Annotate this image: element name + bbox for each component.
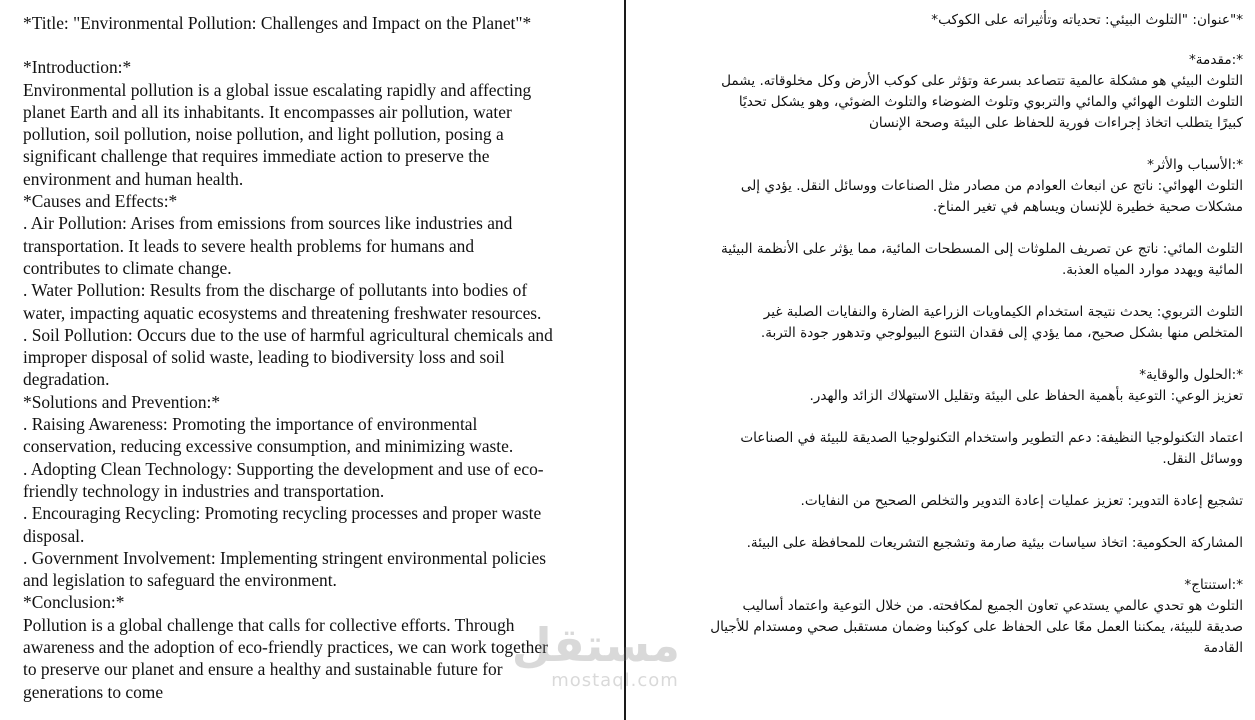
english-causes-list (23, 212, 616, 390)
text-line: المائية ويهدد موارد المياه العذبة. (1061, 262, 1243, 278)
english-intro-paragraph (23, 79, 616, 190)
text-line: generations to come (23, 681, 164, 702)
arabic-water-pollution (638, 239, 1243, 281)
text-line: التلوث المائي: ناتج عن تصريف الملوثات إلى المسطحات المائية، مما يؤثر على الأنظمة البيئية (720, 241, 1243, 257)
column-divider (624, 0, 626, 720)
text-line: . Soil Pollution: Occurs due to the use of harmful agricultural chemicals and (23, 324, 553, 345)
text-line: . Raising Awareness: Promoting the importance of environmental (23, 414, 478, 435)
english-conclusion-heading: *Conclusion:* (23, 592, 125, 613)
text-line: القادمة (1203, 640, 1243, 656)
arabic-clean-tech (638, 428, 1243, 470)
text-line: transportation. It leads to severe health problems for humans and (23, 235, 475, 256)
text-line: . Air Pollution: Arises from emissions from sources like industries and (23, 213, 513, 234)
text-line: التلوث الهوائي: ناتج عن انبعاث العوادم من مصادر مثل الصناعات ووسائل النقل. يؤدي إلى (740, 178, 1243, 194)
text-line: pollution, soil pollution, noise pollution, and light pollution, posing a (23, 124, 504, 145)
text-line: Environmental pollution is a global issue escalating rapidly and affecting (23, 79, 532, 100)
text-line: التلوث البيئي هو مشكلة عالمية تتصاعد بسرعة وتؤثر على كوكب الأرض وكل مخلوقاته. يشمل (721, 73, 1243, 89)
arabic-conclusion-paragraph (638, 596, 1243, 659)
arabic-recycling: تشجيع إعادة التدوير: تعزيز عمليات إعادة التدوير والتخلص الصحيح من النفايات. (800, 493, 1243, 509)
arabic-air-pollution (638, 176, 1243, 218)
arabic-causes-heading: *:الأسباب والأثر* (1147, 157, 1243, 173)
text-line: environment and human health. (23, 168, 244, 189)
english-title: *Title: "Environmental Pollution: Challenges and Impact on the Planet"* (23, 13, 532, 33)
arabic-column (628, 0, 1255, 720)
english-intro-heading: *Introduction:* (23, 57, 132, 78)
text-line: اعتماد التكنولوجيا النظيفة: دعم التطوير واستخدام التكنولوجيا الصديقة للبيئة في الصناعات (740, 430, 1243, 446)
text-line: صديقة للبيئة، يمكننا العمل معًا على الحفاظ على كوكبنا وضمان مستقبل صحي ومستدام للأجيال (710, 619, 1243, 635)
text-line: friendly technology in industries and transportation. (23, 480, 385, 501)
watermark-logo: مستقل (511, 618, 680, 672)
text-line: التلوث هو تحدي عالمي يستدعي تعاون الجميع لمكافحته. من خلال التوعية واعتماد أساليب (742, 598, 1243, 614)
text-line: التلوث التلوث الهوائي والمائي والتربوي وتلوث الضوضاء والتلوث الضوئي، وهو يشكل تحديًا (738, 94, 1243, 110)
text-line: improper disposal of solid waste, leading to biodiversity loss and soil (23, 347, 505, 368)
text-line: disposal. (23, 525, 85, 546)
text-line: and legislation to safeguard the environment. (23, 570, 337, 591)
english-column (0, 0, 624, 720)
text-line: . Water Pollution: Results from the discharge of pollutants into bodies of (23, 280, 528, 301)
english-causes-heading: *Causes and Effects:* (23, 191, 178, 212)
watermark-text: mostaql.com (551, 670, 679, 691)
arabic-soil-pollution (638, 302, 1243, 344)
arabic-solutions-heading: *:الحلول والوقاية* (1139, 367, 1243, 383)
text-line: degradation. (23, 369, 110, 390)
text-line: . Encouraging Recycling: Promoting recycling processes and proper waste (23, 503, 542, 524)
text-line: conservation, reducing excessive consumption, and minimizing waste. (23, 436, 514, 457)
arabic-intro-paragraph (638, 71, 1243, 134)
text-line: significant challenge that requires immediate action to preserve the (23, 146, 490, 167)
text-line: planet Earth and all its inhabitants. It encompasses air pollution, water (23, 101, 512, 122)
arabic-conclusion-heading: *:استنتاج* (1184, 577, 1243, 593)
arabic-awareness: تعزيز الوعي: التوعية بأهمية الحفاظ على البيئة وتقليل الاستهلاك الزائد والهدر. (809, 388, 1243, 404)
arabic-intro-heading: *:مقدمة* (1188, 52, 1243, 68)
arabic-government: المشاركة الحكومية: اتخاذ سياسات بيئية صارمة وتشجيع التشريعات للمحافظة على البيئة. (746, 535, 1243, 551)
text-line: . Adopting Clean Technology: Supporting the development and use of eco- (23, 458, 544, 479)
text-line: مشكلات صحية خطيرة للإنسان ويساهم في تغير المناخ. (932, 199, 1243, 215)
text-line: المتخلص منها بشكل صحيح، مما يؤدي إلى فقدان التنوع البيولوجي وتدهور جودة التربة. (760, 325, 1243, 341)
english-conclusion-paragraph (23, 614, 616, 703)
text-line: contributes to climate change. (23, 257, 232, 278)
text-line: Pollution is a global challenge that calls for collective efforts. Through (23, 614, 515, 635)
text-line: awareness and the adoption of eco-friendly practices, we can work together (23, 637, 548, 658)
text-line: water, impacting aquatic ecosystems and threatening freshwater resources. (23, 302, 542, 323)
text-line: . Government Involvement: Implementing stringent environmental policies (23, 547, 547, 568)
english-solutions-heading: *Solutions and Prevention:* (23, 391, 221, 412)
text-line: ووسائل النقل. (1162, 451, 1243, 467)
arabic-title: *"عنوان: "التلوث البيئي: تحدياته وتأثيراته على الكوكب* (931, 12, 1243, 28)
text-line: كبيرًا يتطلب اتخاذ إجراءات فورية للحفاظ على البيئة وصحة الإنسان (868, 115, 1243, 131)
english-solutions-list (23, 413, 616, 591)
text-line: to preserve our planet and ensure a healthy and sustainable future for (23, 659, 503, 680)
text-line: التلوث التربوي: يحدث نتيجة استخدام الكيماويات الزراعية الضارة والنفايات الصلبة غير (763, 304, 1243, 320)
